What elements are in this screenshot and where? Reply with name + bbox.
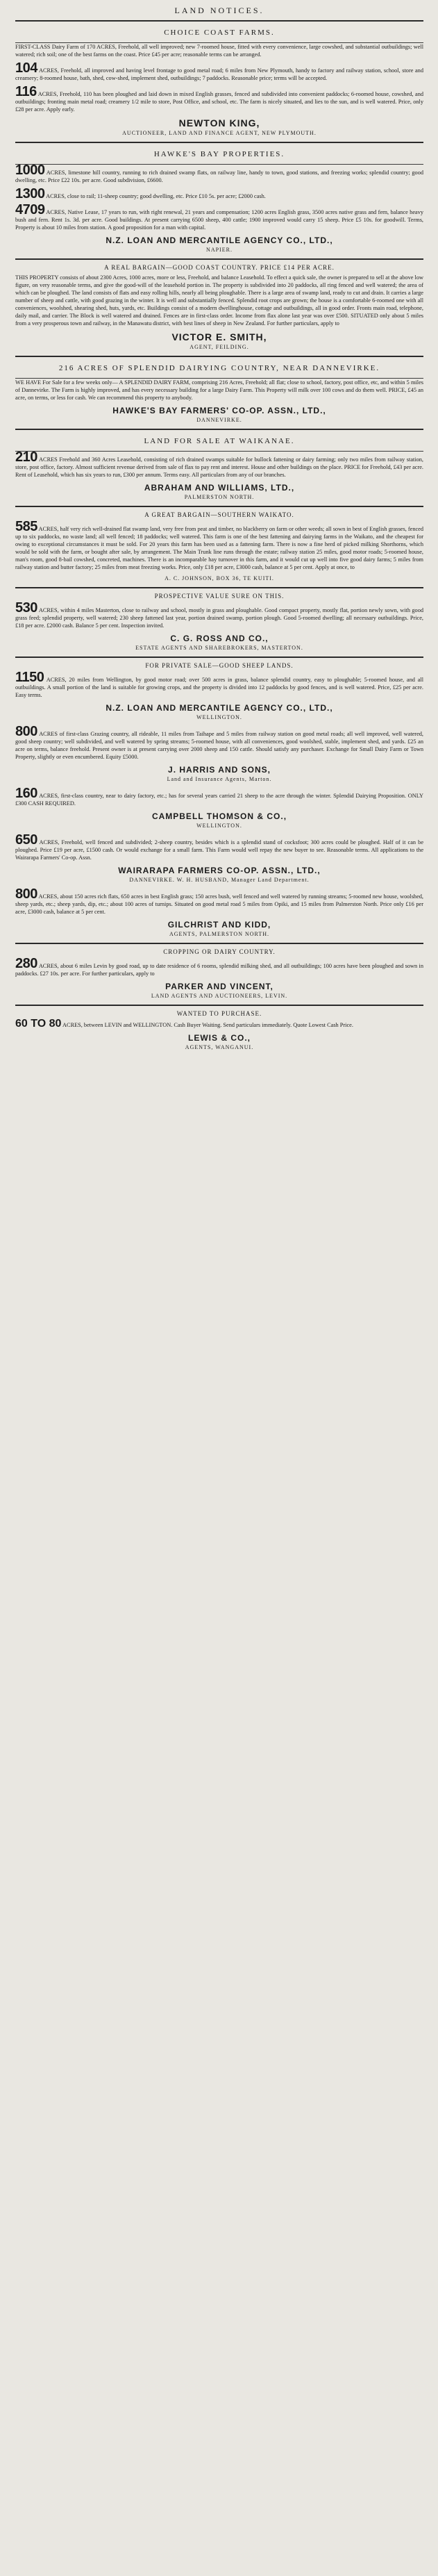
agent-address: NAPIER. — [206, 247, 233, 253]
ad-body: ACRES Freehold and 360 Acres Leasehold, consisting of rich drained swamps suitable for bullock fattening or dairy farming; only two miles from railway station, store, post office, factory. Almost sufficient revenue derived from sale of flax to pay rent and interest. House and other buildings on the place. PRICE for Freehold, £43 per acre. Rent of Leasehold, which has six years to run, £300 per annum. Terms easy. All particulars from any of our branches. — [15, 456, 423, 478]
agent-address: A. C. JOHNSON, BOX 36, TE KUITI. — [165, 575, 274, 581]
divider — [15, 1005, 423, 1006]
ad-body: ACRES, Freehold, 110 has been ploughed and laid down in mixed English grasses, fenced and subdivided into convenient paddocks; 6-roomed house, cowshed, and outbuildings; fronting main metal road; creamery 1/2 mile to store, Post Office, and school, etc. The farm is nicely situated, and lies to the sun, and is well watered. Price, only £28 per acre. Apply early. — [15, 91, 423, 113]
ad-heading: A GREAT BARGAIN—SOUTHERN WAIKATO. — [144, 511, 294, 518]
section-heading-waikanae: LAND FOR SALE AT WAIKANAE. — [144, 437, 295, 445]
agent-address: AGENTS, PALMERSTON NORTH. — [169, 931, 270, 937]
divider — [15, 20, 423, 22]
ad-bargain: THIS PROPERTY consists of about 2300 Acres, 1000 acres, more or less, Freehold, and balance Leasehold. To effect a quick sale, the owner is prepared to sell at the above low figure, on very reasonable terms, and give the good-will of the leasehold portion in. The property is subdivided into 20 paddocks, all ring fenced and well watered; the area of which can be ploughed. The land consists of flats and easy rolling hills, nearly all being ploughable. There is a large area of swamp land, ready to cut and drain. It carries a large number of sheep and cattle, with good grazing in the winter. It is well and substantially fenced. Splendid root crops are grown; the house is a comfortable 6-roomed one with all conveniences, woolshed, shearing shed, huts, yards, etc. Buildings consist of a modern dwellinghouse, cottage and outbuildings, all in good order. Fronts main road, telephone, daily mail, and carrier. The Block is well watered and drained. Fences are in first-class order. Income from flax alone last year was over £500. SITUATED only about 5 miles from a very prosperous town and railway, in the Manawatu district, with best lines of sheep in New Zealand. For further particulars, apply to — [15, 274, 423, 327]
ad-body: ACRES, Freehold, well fenced and subdivided; 2-sheep country, besides which is a splendid stand of cocksfoot; 300 acres could be ploughed. Half of it can be ploughed. Price £19 per acre, £1500 cash. Or would exchange for a small farm. This Farm would well repay the new buyer to see. Reasonable terms. All applications to the Wairarapa Farmers' Co-op. Assn. — [15, 839, 423, 861]
ad-body: ACRES, close to rail; 11-sheep country; good dwelling, etc. Price £10 5s. per acre; £2000 cash. — [46, 193, 266, 199]
agent-name: LEWIS & CO., — [188, 1033, 251, 1043]
ad-number: 650 — [15, 832, 37, 848]
ad-number: 1300 — [15, 186, 45, 201]
ad-coast-3 — [15, 86, 423, 113]
ad-heading: PROSPECTIVE VALUE SURE ON THIS. — [154, 593, 285, 600]
land-notices-column — [15, 0, 423, 1056]
agent-name: NEWTON KING, — [178, 117, 260, 129]
ad-heading: A REAL BARGAIN—GOOD COAST COUNTRY. PRICE £14 PER ACRE. — [104, 264, 335, 271]
agent-address: AGENTS, WANGANUI. — [185, 1044, 254, 1050]
agent-name: C. G. ROSS AND CO., — [170, 634, 269, 643]
ad-number: 60 TO 80 — [15, 1018, 62, 1030]
ad-masterton — [15, 602, 423, 629]
ad-number: 160 — [15, 786, 37, 801]
agent-name: GILCHRIST AND KIDD, — [167, 920, 271, 930]
agent-address: AGENT, FEILDING. — [189, 344, 249, 350]
agent-name: N.Z. LOAN AND MERCANTILE AGENCY CO., LTD., — [106, 703, 333, 713]
agent-address: DANNEVIRKE. W. H. HUSBAND, Manager Land Department. — [129, 877, 310, 883]
ad-private-2 — [15, 726, 423, 761]
ad-coast-1: FIRST-CLASS Dairy Farm of 170 ACRES, Freehold, all well improved; new 7-roomed house, fitted with every convenience, large cowshed, and substantial outbuildings; well watered; rich soil; one of the best farms on the coast. Price £45 per acre; reasonable terms can be arranged. — [15, 44, 423, 58]
divider — [15, 943, 423, 944]
ad-body: ACRES, Freehold, all improved and having level frontage to good metal road; 6 miles from New Plymouth, handy to factory and railway station, school, store and creamery; 8-roomed house, bath, shed, cow-shed, implement shed, outbuildings; 7 paddocks. Reasonable price; terms will be accepted. — [15, 67, 423, 81]
agent-address: WELLINGTON. — [196, 714, 242, 720]
agent-address: Land and Insurance Agents, Marton. — [167, 776, 272, 782]
ad-cropping — [15, 958, 423, 977]
section-heading-private-sale: FOR PRIVATE SALE—GOOD SHEEP LANDS. — [145, 662, 294, 669]
agent-name: HAWKE'S BAY FARMERS' CO-OP. ASSN., LTD., — [112, 406, 326, 415]
section-heading-wanted: WANTED TO PURCHASE. — [176, 1010, 262, 1017]
agent-address: WELLINGTON. — [196, 823, 242, 829]
ad-southern-waikato — [15, 521, 423, 571]
ad-hb-1 — [15, 165, 423, 184]
agent-name: PARKER AND VINCENT, — [165, 982, 273, 991]
ad-private-5 — [15, 886, 423, 916]
ad-body: ACRES, about 6 miles Levin by good road, up to date residence of 6 rooms, splendid milking shed, and all outbuildings; 100 acres have been ploughed and sown in paddocks. £27 10s. per acre. For further particulars, apply to — [15, 963, 423, 977]
ad-dannevirke: WE HAVE For Sale for a few weeks only— A SPLENDID DAIRY FARM, comprising 216 Acres, Freehold; all flat; close to school, factory, post office, etc, and within 5 miles of Dannevirke. The Farm is highly improved, and has every necessary building for a large Dairy Farm. This Property will milk over 100 cows and do them well. PRICE, £45 an acre, on terms, or less for cash. We can recommend this property to anybody. — [15, 379, 423, 401]
ad-number: 116 — [15, 84, 37, 99]
page-title: LAND NOTICES. — [174, 6, 264, 15]
agent-address: DANNEVIRKE. — [196, 417, 242, 423]
ad-private-1 — [15, 672, 423, 699]
divider — [15, 587, 423, 588]
divider — [15, 258, 423, 260]
divider — [15, 657, 423, 658]
divider — [15, 429, 423, 430]
agent-address: AUCTIONEER, LAND AND FINANCE AGENT, NEW PLYMOUTH. — [122, 130, 317, 136]
agent-name: J. HARRIS AND SONS, — [168, 765, 271, 775]
ad-number: 4709 — [15, 202, 45, 217]
ad-wanted — [15, 1020, 423, 1029]
divider — [15, 142, 423, 143]
ad-number: 585 — [15, 519, 37, 534]
ad-number: 1000 — [15, 163, 45, 178]
ad-number: 1150 — [15, 670, 44, 685]
agent-name: VICTOR E. SMITH, — [171, 331, 267, 342]
ad-body: ACRES, 20 miles from Wellington, by good motor road; over 500 acres in grass, balance splendid country, easy to ploughable; 5-roomed house, and all outbuildings. A small portion of the land is suitable for growing crops, and the property is divided into 12 paddocks by good fences, and is well watered. Price, £25 per acre. Easy terms. — [15, 677, 423, 698]
agent-address: PALMERSTON NORTH. — [184, 494, 255, 500]
ad-number: 530 — [15, 600, 37, 616]
divider — [15, 506, 423, 507]
ad-number: 800 — [15, 886, 37, 902]
agent-name: ABRAHAM AND WILLIAMS, LTD., — [144, 483, 295, 493]
agent-name: N.Z. LOAN AND MERCANTILE AGENCY CO., LTD., — [106, 236, 333, 245]
divider — [15, 356, 423, 357]
ad-body: ACRES, between LEVIN and WELLINGTON. Cash Buyer Waiting. Send particulars immediately. Quote Lowest Cash Price. — [62, 1022, 353, 1028]
ad-body: ACRES, limestone hill country, running to rich drained swamp flats, on railway line, handy to town, good stations, and freezing works; splendid country; good dwelling, etc. Price £22 10s. per acre. Good subdivision, £6600. — [15, 170, 424, 183]
ad-number: 210 — [15, 449, 37, 465]
ad-body: ACRES of first-class Grazing country, all rideable, 11 miles from Taihape and 5 miles from railway station on good metal roads; all well improved, well watered, good sheep country; well subdivided, and well watered by spring streams; 5-roomed house, with all conveniences, good woolshed, stable, implement shed, and yards. £25 an acre on terms, balance freehold. Present owner is at present carrying over 2000 sheep and 150 cattle. Should satisfy any purchaser. Exchange for Small Dairy Farm or Town Property, slightly or even encumbered. Equity £5000. — [15, 731, 423, 760]
ad-body: ACRES, Native Lease, 17 years to run, with right renewal, 21 years and compensation; 1200 acres English grass, 3500 acres native grass and fern, balance heavy bush and fern. Rent 1s. 3d. per acre. Good buildings. At present carrying 6500 sheep, 400 cattle; 1900 improved would carry 15 sheep. Price £5 10s. for goodwill. Terms, Property is about 10 miles from station. A good proposition for a man with capital. — [15, 209, 423, 231]
section-heading-dannevirke: 216 ACRES OF SPLENDID DAIRYING COUNTRY, NEAR DANNEVIRKE. — [58, 364, 380, 372]
ad-hb-2 — [15, 188, 423, 200]
ad-body: ACRES, within 4 miles Masterton, close to railway and school, mostly in grass and ploughable. Good compact property, mostly flat, portion newly sown, with good grass feed; splendid property, well watered; 230 sheep fattened last year, portion drained swamp, portion plough. Good 5-roomed dwelling; all necessary outbuildings. Price, £18 per acre. £2000 cash. Balance 5 per cent. Inspection invited. — [15, 607, 423, 629]
ad-body: ACRES, first-class country, near to dairy factory, etc.; has for several years carried 21 sheep to the acre through the winter. Splendid Dairying Proposition. ONLY £300 CASH REQUIRED. — [15, 793, 423, 807]
agent-address: LAND AGENTS AND AUCTIONEERS, LEVIN. — [151, 993, 288, 999]
ad-number: 800 — [15, 724, 37, 739]
ad-number: 280 — [15, 956, 37, 971]
ad-coast-2 — [15, 60, 423, 82]
section-heading-cropping: CROPPING OR DAIRY COUNTRY. — [163, 948, 276, 955]
agent-name: WAIRARAPA FARMERS CO-OP. ASSN., LTD., — [118, 866, 321, 875]
ad-body: ACRES, about 150 acres rich flats, 650 acres in best English grass; 150 acres bush, well fenced and well watered by running streams; 5-roomed new house, woolshed, sheep yards, etc.; sheep yards, dip, etc.; about 100 acres of turnips. Situated on good metal road 5 miles from Opiki, and 15 miles from Palmerston North. Price only £16 per acre, £3000 cash, balance at 5 per cent. — [15, 893, 423, 915]
ad-waikanae — [15, 449, 423, 479]
ad-body: ACRES, half very rich well-drained flat swamp land, very free from peat and timber, no blackberry on farm or other weeds; all sown in best of English grasses, fenced up to six paddocks, no waste land; all well fenced; 18 paddocks; well watered. This farm is one of the best fattening and dairying farms in the Waikato, and the cheapest for owing to exceptional circumstances it must be sold. For 20 years this farm has been used as a fattening farm. There is now a fine herd of picked milking Shorthorns, which would be sold with the farm, or bought after sale, by arrangement. The Main Trunk line runs through the estate; railway station 25 miles, good motor roads; 5-roomed house, man's room, good 8-bail cowshed, concreted, machines. There is an incomparable hay turnover in this farm, and it would cut up well into five good dairy farms; 5 miles from railway station and butter factory; 25 miles from meat freezing works. Price, only £18 per acre, £3000 cash, balance at 5 per cent. Apply at once, to — [15, 526, 423, 570]
ad-number: 104 — [15, 60, 37, 76]
ad-hb-3 — [15, 204, 423, 231]
section-heading-hawkes-bay: HAWKE'S BAY PROPERTIES. — [153, 150, 285, 158]
agent-name: CAMPBELL THOMSON & CO., — [151, 811, 287, 821]
agent-address: ESTATE AGENTS AND SHAREBROKERS, MASTERTON. — [135, 645, 303, 651]
ad-private-3 — [15, 788, 423, 807]
section-heading-choice-coast: CHOICE COAST FARMS. — [164, 28, 275, 37]
ad-private-4 — [15, 834, 423, 861]
